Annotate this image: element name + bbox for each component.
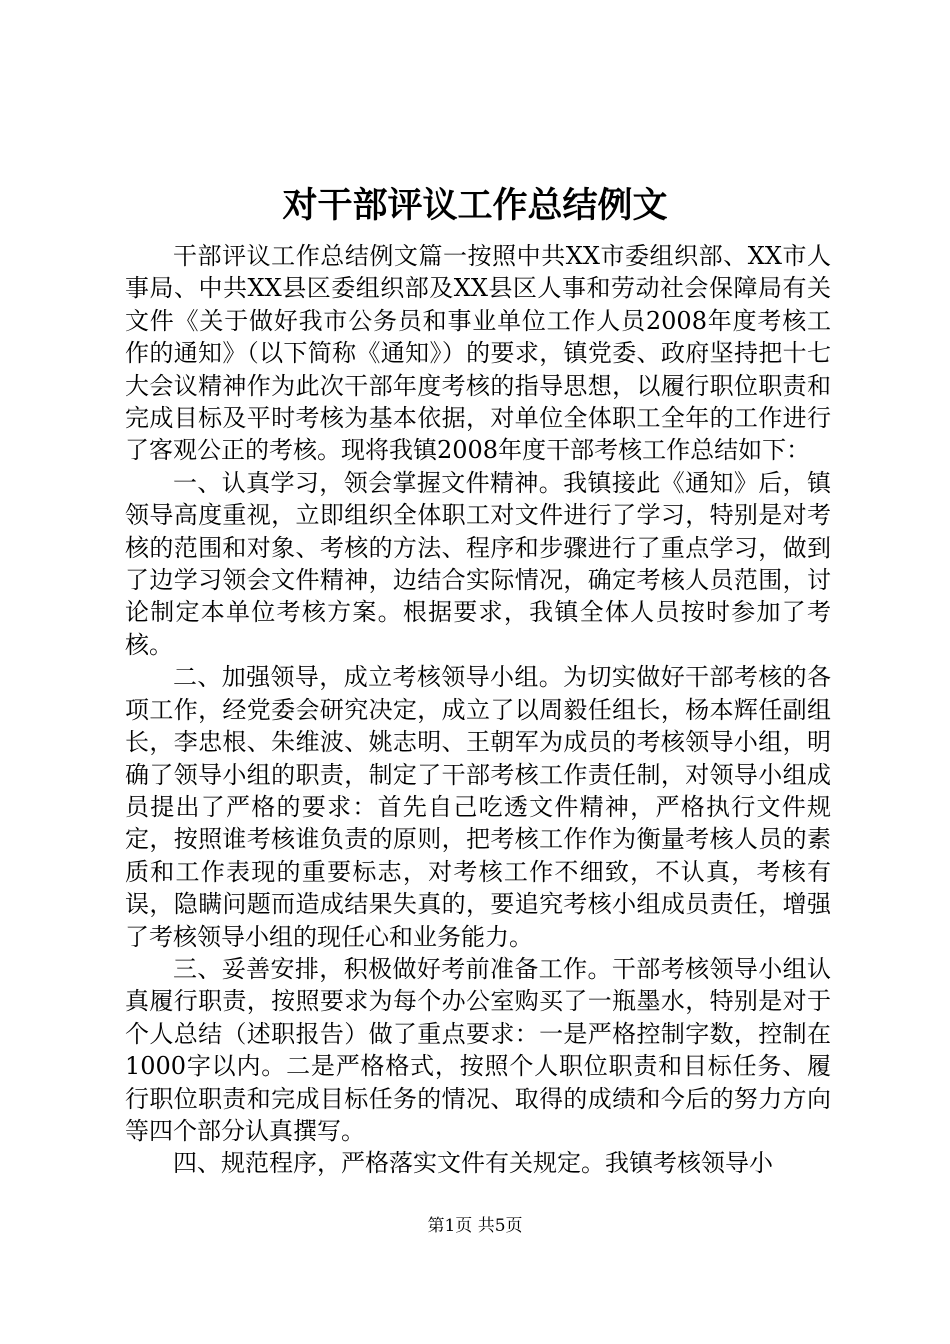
page-number-footer: 第1页 共5页 xyxy=(427,1216,523,1236)
paragraph-section-1: 一、认真学习，领会掌握文件精神。我镇接此《通知》后，镇领导高度重视，立即组织全体职工对文件进行了学习，特别是对考核的范围和对象、考核的方法、程序和步骤进行了重点学习，做到了边学习领会文件精神，边结合实际情况，确定考核人员范围，讨论制定本单位考核方案。根据要求，我镇全体人员按时参加了考核。 xyxy=(125,468,831,659)
paragraph-section-4: 四、规范程序，严格落实文件有关规定。我镇考核领导小 xyxy=(173,1149,773,1178)
paragraph-intro: 干部评议工作总结例文篇一按照中共XX市委组织部、XX市人事局、中共XX县区委组织部及XX县区人事和劳动社会保障局有关文件《关于做好我市公务员和事业单位工作人员2008年度考核工作的通知》（以下简称《通知》）的要求，镇党委、政府坚持把十七大会议精神作为此次干部年度考核的指导思想，以履行职位职责和完成目标及平时考核为基本依据，对单位全体职工全年的工作进行了客观公正的考核。现将我镇2008年度干部考核工作总结如下： xyxy=(125,242,831,465)
paragraph-section-3: 三、妥善安排，积极做好考前准备工作。干部考核领导小组认真履行职责，按照要求为每个办公室购买了一瓶墨水，特别是对于个人总结（述职报告）做了重点要求：一是严格控制字数，控制在1000字以内。二是严格格式，按照个人职位职责和目标任务、履行职位职责和完成目标任务的情况、取得的成绩和今后的努力方向等四个部分认真撰写。 xyxy=(125,954,831,1145)
document-title: 对干部评议工作总结例文 xyxy=(282,185,668,226)
paragraph-section-2: 二、加强领导，成立考核领导小组。为切实做好干部考核的各项工作，经党委会研究决定，成立了以周毅任组长，杨本辉任副组长，李忠根、朱维波、姚志明、王朝军为成员的考核领导小组，明确了领导小组的职责，制定了干部考核工作责任制，对领导小组成员提出了严格的要求：首先自己吃透文件精神，严格执行文件规定，按照谁考核谁负责的原则，把考核工作作为衡量考核人员的素质和工作表现的重要标志，对考核工作不细致，不认真，考核有误，隐瞒问题而造成结果失真的，要追究考核小组成员责任，增强了考核领导小组的现任心和业务能力。 xyxy=(125,663,831,951)
document-body xyxy=(125,240,831,1180)
